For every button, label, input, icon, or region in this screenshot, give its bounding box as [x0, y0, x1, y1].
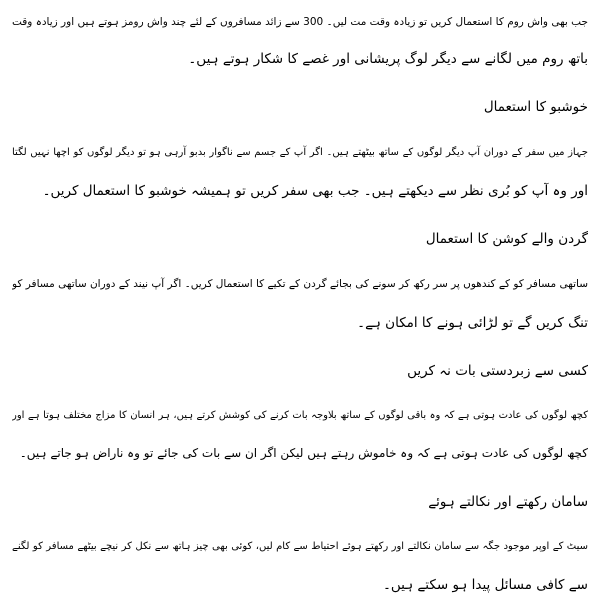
paragraph-line: کچھ لوگوں کی عادت ہوتی ہے کہ وہ خاموش رہتے ہیں لیکن اگر ان سے بات کی جائے تو وہ ناراض ہو جاتے ہیں۔	[19, 446, 588, 460]
paragraph-line: کچھ لوگوں کی عادت ہوتی ہے کہ وہ باقی لوگوں کے ساتھ بلاوجہ بات کرنے کی کوشش کرتے ہیں، ہر انسان کا مزاج مختلف ہوتا ہے اور	[12, 410, 588, 421]
section-heading: گردن والے کوشن کا استعمال	[425, 231, 588, 247]
paragraph-line: سے کافی مسائل پیدا ہو سکتے ہیں۔	[382, 577, 588, 593]
paragraph-line: باتھ روم میں لگانے سے دیگر لوگ پریشانی اور غصے کا شکار ہوتے ہیں۔	[188, 51, 588, 67]
paragraph-line: جب بھی واش روم کا استعمال کریں تو زیادہ وقت مت لیں۔ 300 سے زائد مسافروں کے لئے چند واش رومز ہوتے ہیں اور زیادہ وقت	[12, 16, 588, 28]
paragraph-line: سیٹ کے اوپر موجود جگہ سے سامان نکالتے اور رکھتے ہوئے احتیاط سے کام لیں، کوئی بھی چیز ہاتھ سے نکل کر نیچے بیٹھے مسافر کو لگنے	[12, 541, 588, 552]
section-heading: خوشبو کا استعمال	[483, 99, 588, 115]
paragraph-line: تنگ کریں گے تو لڑائی ہونے کا امکان ہے۔	[357, 315, 588, 331]
paragraph-line: جہاز میں سفر کے دوران آپ دیگر لوگوں کے ساتھ بیٹھتے ہیں۔ اگر آپ کے جسم سے ناگوار بدبو آرہی ہو تو دیگر لوگوں کو اچھا نہیں لگتا	[12, 147, 588, 158]
paragraph-line: ساتھی مسافر کو کے کندھوں پر سر رکھ کر سونے کی بجائے گردن کے تکیے کا استعمال کریں۔ اگر آپ نیند کے دوران ساتھی مسافر کو	[12, 278, 588, 290]
paragraph-line: اور وہ آپ کو بُری نظر سے دیکھتے ہیں۔ جب بھی سفر کریں تو ہمیشہ خوشبو کا استعمال کریں۔	[42, 183, 588, 199]
section-heading: کسی سے زبردستی بات نہ کریں	[407, 363, 588, 379]
section-heading: سامان رکھتے اور نکالتے ہوئے	[428, 494, 588, 510]
